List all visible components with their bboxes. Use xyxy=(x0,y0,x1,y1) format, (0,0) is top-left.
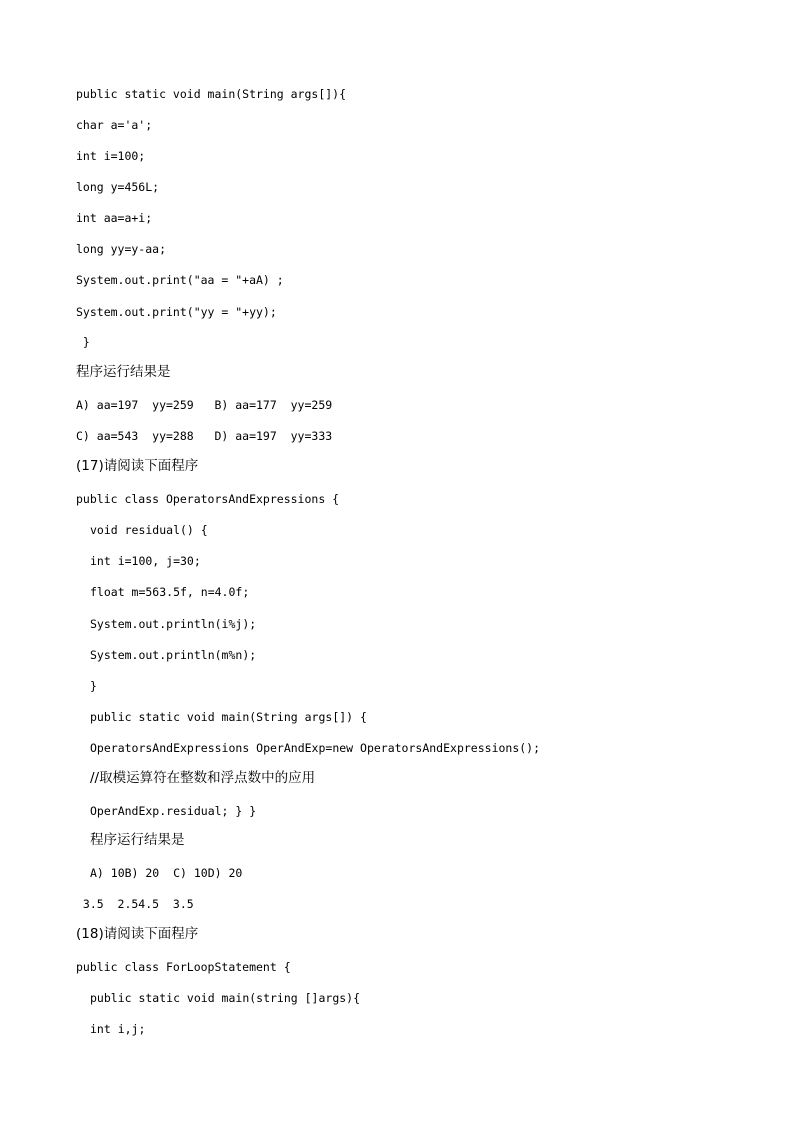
code-line: System.out.println(m%n); xyxy=(90,648,257,662)
question-heading: (17)请阅读下面程序 xyxy=(76,458,199,474)
code-line: float m=563.5f, n=4.0f; xyxy=(90,585,250,599)
code-line: long yy=y-aa; xyxy=(76,242,167,256)
code-line: int i=100, j=30; xyxy=(90,554,201,568)
code-line: int i,j; xyxy=(90,1022,146,1036)
answer-options-line: A) 10B) 20 C) 10D) 20 xyxy=(90,866,243,880)
code-line: } xyxy=(76,335,90,349)
answer-options-line: A) aa=197 yy=259 B) aa=177 yy=259 xyxy=(76,398,333,412)
code-line: public static void main(string []args){ xyxy=(90,991,361,1005)
code-line: int aa=a+i; xyxy=(76,211,153,225)
code-line: OperatorsAndExpressions OperAndExp=new OperatorsAndExpressions(); xyxy=(90,741,541,755)
code-comment: //取模运算符在整数和浮点数中的应用 xyxy=(90,770,316,786)
question-prompt: 程序运行结果是 xyxy=(76,364,171,380)
code-line: System.out.print("yy = "+yy); xyxy=(76,305,277,319)
question-prompt: 程序运行结果是 xyxy=(90,832,185,848)
code-line: int i=100; xyxy=(76,149,146,163)
code-line: public class ForLoopStatement { xyxy=(76,960,291,974)
code-line: void residual() { xyxy=(90,523,208,537)
code-line: } xyxy=(90,679,97,693)
code-line: public class OperatorsAndExpressions { xyxy=(76,492,340,506)
question-heading: (18)请阅读下面程序 xyxy=(76,926,199,942)
code-line: long y=456L; xyxy=(76,180,160,194)
code-line: char a='a'; xyxy=(76,118,153,132)
code-line: OperAndExp.residual; } } xyxy=(90,804,257,818)
code-line: public static void main(String args[]) { xyxy=(90,710,367,724)
code-line: System.out.println(i%j); xyxy=(90,617,257,631)
answer-options-line: C) aa=543 yy=288 D) aa=197 yy=333 xyxy=(76,429,333,443)
code-line: public static void main(String args[]){ xyxy=(76,87,347,101)
code-line: System.out.print("aa = "+aA) ; xyxy=(76,273,284,287)
answer-options-line: 3.5 2.54.5 3.5 xyxy=(76,897,194,911)
